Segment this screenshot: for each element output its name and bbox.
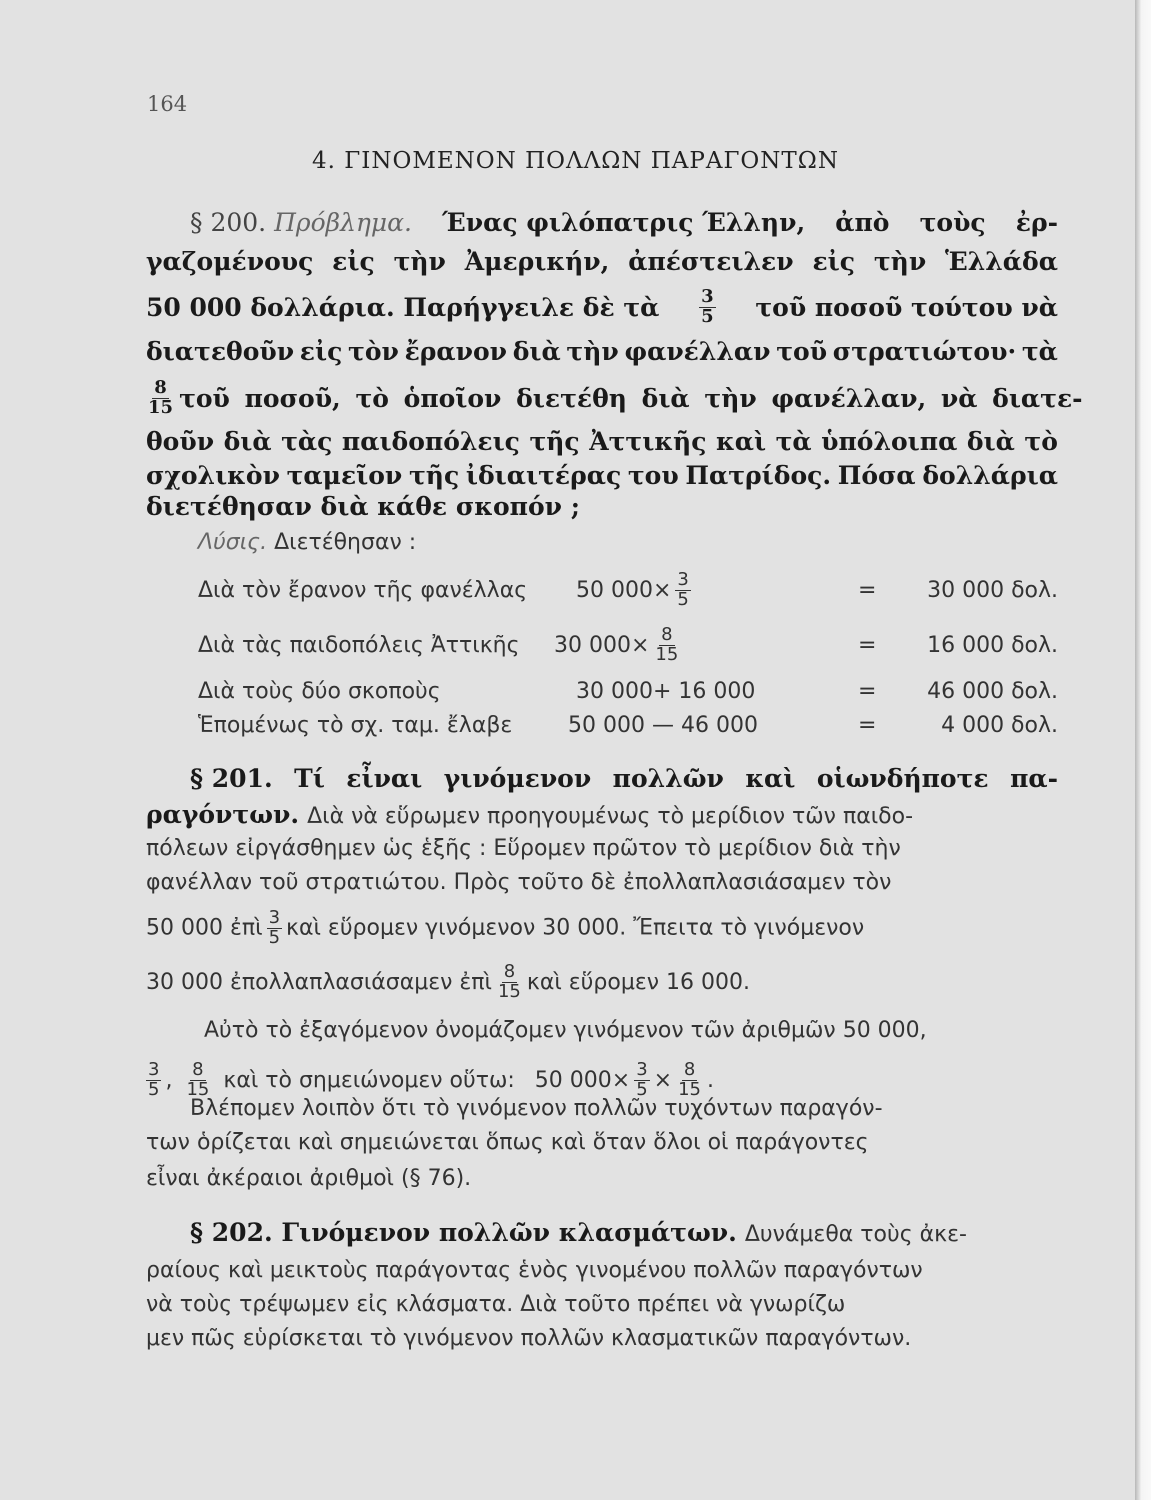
word: σχολικὸν bbox=[146, 461, 280, 490]
word: πολλῶν bbox=[612, 764, 724, 793]
row-eq: = bbox=[858, 712, 877, 738]
fraction-8-15 bbox=[496, 960, 523, 1002]
fraction bbox=[675, 568, 690, 610]
fraction-num: 8 bbox=[154, 376, 167, 398]
solution-row bbox=[198, 705, 1058, 745]
row-desc: Ἑπομένως τὸ σχ. ταμ. ἔλαβε bbox=[198, 712, 513, 738]
s202-heading bbox=[146, 1218, 737, 1247]
text: Βλέπομεν λοιπὸν ὅτι τὸ γινόμενον πολλῶν τυχόντων παραγόν- bbox=[190, 1096, 883, 1121]
fraction-num: 8 bbox=[683, 1058, 696, 1080]
word: στρατιώτου· bbox=[832, 337, 1017, 366]
fraction-3-5 bbox=[267, 906, 282, 948]
word: ἀπὸ bbox=[835, 208, 890, 237]
s200-line-2 bbox=[146, 247, 1058, 287]
s200-label: Πρόβλημα. bbox=[274, 208, 412, 237]
s202-num: § 202. bbox=[190, 1218, 273, 1247]
text: νὰ τοὺς τρέψωμεν εἰς κλάσματα. Διὰ τοῦτο πρέπει νὰ γνωρίζω bbox=[146, 1292, 846, 1317]
text: ραίους καὶ μεικτοὺς παράγοντας ἑνὸς γινομένου πολλῶν παραγόντων bbox=[146, 1258, 923, 1283]
word: οἱωνδήποτε bbox=[816, 764, 989, 793]
s200-line-3 bbox=[146, 287, 1058, 327]
fraction-num: 8 bbox=[503, 960, 516, 982]
s201-title-line bbox=[146, 764, 1058, 804]
word: εἰς bbox=[812, 247, 855, 276]
word: ταμεῖον bbox=[286, 461, 403, 490]
fraction-den: 15 bbox=[655, 643, 679, 665]
row-result: 16 000 δολ. bbox=[927, 632, 1058, 658]
fraction-den: 15 bbox=[148, 396, 174, 418]
word: ἀπέστειλεν bbox=[628, 247, 794, 276]
solution-label: Λύσις. bbox=[198, 530, 268, 555]
fraction-den: 5 bbox=[268, 926, 281, 948]
fraction-num: 3 bbox=[148, 1058, 160, 1080]
text: Δυνάμεθα τοὺς ἀκε- bbox=[744, 1222, 967, 1247]
s202-title-line bbox=[146, 1218, 1058, 1258]
fraction-num: 3 bbox=[677, 568, 689, 590]
word: τὸ bbox=[1024, 427, 1058, 456]
s200-line-1 bbox=[146, 208, 1058, 248]
text: 30 000 ἐπολλαπλασιάσαμεν ἐπὶ bbox=[146, 969, 492, 995]
s200-line-8 bbox=[146, 492, 1058, 532]
row-eq: = bbox=[858, 577, 877, 603]
text: καὶ τὸ σημειώνομεν οὕτω: bbox=[223, 1067, 515, 1093]
word: Ἀττικῆς bbox=[589, 427, 707, 456]
word: τῆς bbox=[529, 427, 580, 456]
row-result: 4 000 δολ. bbox=[941, 712, 1058, 738]
word: Τί bbox=[294, 764, 325, 793]
fraction-num: 8 bbox=[661, 623, 673, 645]
period: . bbox=[707, 1067, 715, 1093]
fraction-8-15 bbox=[146, 376, 175, 418]
fraction-den: 5 bbox=[701, 305, 714, 327]
fraction-8-15 bbox=[184, 1058, 211, 1100]
word: γαζομένους bbox=[146, 247, 314, 276]
word: Πόσα bbox=[837, 461, 916, 490]
fraction-den: 15 bbox=[186, 1078, 210, 1100]
s201-title-end: ραγόντων. bbox=[146, 800, 300, 829]
text: τοῦ ποσοῦ τούτου νὰ bbox=[755, 292, 1058, 322]
word: δολλάρια bbox=[922, 461, 1058, 490]
fraction-num: 3 bbox=[701, 285, 714, 307]
word: Πατρίδος. bbox=[685, 461, 832, 490]
fraction-num: 8 bbox=[192, 1058, 204, 1080]
text bbox=[146, 906, 865, 948]
text: Αὐτὸ τὸ ἐξαγόμενον ὀνομάζομεν γινόμενον τῶν ἀριθμῶν 50 000, bbox=[204, 1018, 927, 1043]
fraction-3-5 bbox=[699, 285, 716, 327]
word: τὴν bbox=[566, 337, 619, 366]
word: εἰς bbox=[332, 247, 375, 276]
word: τὴν bbox=[393, 247, 446, 276]
word: παιδοπόλεις bbox=[341, 427, 520, 456]
s201-num: § 201. bbox=[190, 764, 273, 793]
row-result: 46 000 δολ. bbox=[927, 678, 1058, 704]
s201-para3-line-2 bbox=[146, 1130, 1058, 1170]
row-result: 30 000 δολ. bbox=[927, 577, 1058, 603]
word: τὴν bbox=[873, 247, 927, 276]
s200-line-5 bbox=[146, 376, 1083, 418]
fraction-3-5 bbox=[634, 1058, 649, 1100]
row-desc: Διὰ τὸν ἔρανον τῆς φανέλλας bbox=[198, 577, 528, 603]
text: διετέθησαν διὰ κάθε σκοπόν ; bbox=[146, 492, 580, 521]
row-eq: = bbox=[858, 632, 877, 658]
s200-line-4 bbox=[146, 337, 1058, 377]
solution-intro-text: Διετέθησαν : bbox=[274, 530, 417, 555]
word: ἰδιαιτέρας bbox=[465, 461, 622, 490]
s201-para3-line-3 bbox=[146, 1166, 1058, 1206]
word: ἐρ- bbox=[1015, 208, 1058, 237]
text: καὶ εὕρομεν γινόμενον 30 000. Ἔπειτα τὸ γινόμενον bbox=[286, 915, 865, 940]
row-expr bbox=[576, 570, 695, 610]
word: τὰ bbox=[1021, 337, 1058, 366]
s200-num: § 200. bbox=[190, 208, 267, 237]
word: εἶναι bbox=[346, 764, 423, 793]
word: του bbox=[627, 461, 679, 490]
fraction-den: 5 bbox=[148, 1078, 160, 1100]
word: καὶ bbox=[715, 427, 767, 456]
text: 50 000 δολλάρια. Παρήγγειλε δὲ τὰ bbox=[146, 292, 660, 322]
text: πόλεων εἰργάσθημεν ὡς ἑξῆς : Εὕρομεν πρῶτον τὸ μερίδιον διὰ τὴν bbox=[146, 836, 901, 861]
text: μεν πῶς εὑρίσκεται τὸ γινόμενον πολλῶν κλασματικῶν παραγόντων. bbox=[146, 1326, 912, 1351]
s201-line-6 bbox=[146, 958, 1058, 1006]
solution-row bbox=[198, 570, 1058, 610]
word: τῆς bbox=[408, 461, 460, 490]
s201-line-2 bbox=[146, 800, 1058, 840]
expr-text: 30 000× bbox=[554, 632, 650, 658]
solution-intro bbox=[146, 530, 1058, 570]
s201-line-5 bbox=[146, 904, 1058, 952]
section-heading: 4. ΓΙΝΟΜΕΝΟΝ ΠΟΛΛΩΝ ΠΑΡΑΓΟΝΤΩΝ bbox=[312, 148, 839, 174]
word: τοῦ bbox=[776, 337, 828, 366]
fraction-num: 3 bbox=[636, 1058, 648, 1080]
word: Ἀμερικήν, bbox=[464, 247, 610, 276]
text: φανέλλαν τοῦ στρατιώτου. Πρὸς τοῦτο δὲ ἐπολλαπλασιάσαμεν τὸν bbox=[146, 870, 892, 895]
word: διὰ bbox=[223, 427, 272, 456]
word: καὶ bbox=[745, 764, 796, 793]
fraction bbox=[653, 623, 680, 665]
times-sign: × bbox=[653, 1067, 673, 1093]
word: θοῦν bbox=[146, 427, 215, 456]
word: εἰς bbox=[299, 337, 343, 366]
word: διὰ bbox=[966, 427, 1015, 456]
word: διὰ bbox=[512, 337, 561, 366]
text: 50 000 ἐπὶ bbox=[146, 915, 263, 940]
word: Ένας φιλόπατρις Έλλην, bbox=[442, 208, 806, 237]
s202-line-4 bbox=[146, 1326, 1058, 1366]
text: Διὰ νὰ εὕρωμεν προηγουμένως τὸ μερίδιον τῶν παιδο- bbox=[307, 804, 914, 829]
word: πα- bbox=[1010, 764, 1058, 793]
word: ὑπόλοιπα bbox=[821, 427, 958, 456]
row-expr: 30 000+ 16 000 bbox=[576, 678, 756, 704]
fraction-8-15 bbox=[676, 1058, 703, 1100]
text: καὶ εὕρομεν 16 000. bbox=[526, 969, 750, 995]
s202-title: Γινόμενον πολλῶν κλασμάτων. bbox=[281, 1218, 737, 1247]
text: τοῦ ποσοῦ, τὸ ὁποῖον διετέθη διὰ τὴν φανέλλαν, νὰ διατε- bbox=[179, 383, 1083, 413]
word: φανέλλαν bbox=[624, 337, 771, 366]
word: τὰ bbox=[775, 427, 812, 456]
word: γινόμενον bbox=[443, 764, 592, 793]
comma: , bbox=[165, 1067, 173, 1093]
row-expr: 50 000 — 46 000 bbox=[568, 712, 758, 738]
word: Ἑλλάδα bbox=[945, 247, 1058, 276]
row-desc: Διὰ τὰς παιδοπόλεις Ἀττικῆς bbox=[198, 632, 520, 658]
fraction-den: 5 bbox=[636, 1078, 648, 1100]
page-edge bbox=[1135, 0, 1151, 1500]
row-expr bbox=[554, 625, 684, 665]
word: τοὺς bbox=[919, 208, 986, 237]
text: των ὁρίζεται καὶ σημειώνεται ὅπως καὶ ὅταν ὅλοι οἱ παράγοντες bbox=[146, 1130, 869, 1155]
word: διατεθοῦν bbox=[146, 337, 295, 366]
word: τὸν bbox=[348, 337, 399, 366]
page-number: 164 bbox=[147, 92, 188, 116]
fraction-den: 15 bbox=[678, 1078, 702, 1100]
row-eq: = bbox=[858, 678, 877, 704]
solution-row bbox=[198, 625, 1058, 665]
fraction-den: 5 bbox=[677, 588, 689, 610]
fraction-num: 3 bbox=[268, 906, 281, 928]
word: τὰς bbox=[281, 427, 333, 456]
text: εἶναι ἀκέραιοι ἀριθμοὶ (§ 76). bbox=[146, 1166, 472, 1191]
expr-text: 50 000× bbox=[534, 1067, 631, 1093]
row-desc: Διὰ τοὺς δύο σκοποὺς bbox=[198, 678, 441, 704]
fraction-3-5 bbox=[146, 1058, 161, 1100]
word: ἔρανον bbox=[404, 337, 507, 366]
fraction-den: 15 bbox=[497, 980, 521, 1002]
expr-text: 50 000× bbox=[576, 577, 672, 603]
